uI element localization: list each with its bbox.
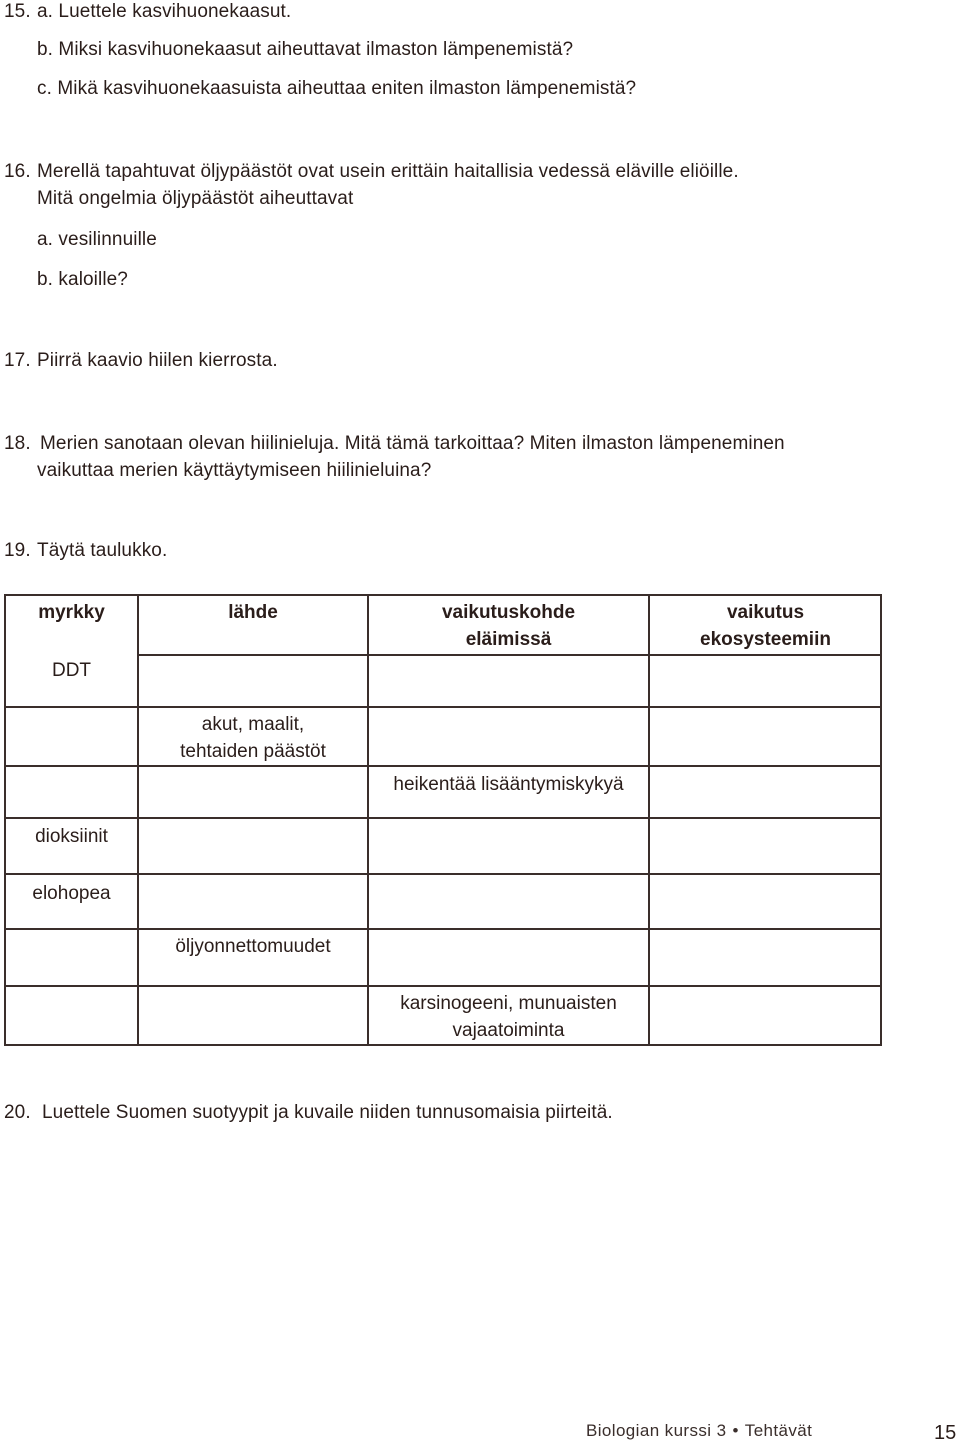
cell-akut-l2: tehtaiden päästöt bbox=[180, 741, 326, 762]
cell-heikentaa: heikentää lisääntymiskykyä bbox=[393, 774, 624, 795]
q17-text: Piirrä kaavio hiilen kierrosta. bbox=[37, 350, 278, 371]
q16-line1: Merellä tapahtuvat öljypäästöt ovat usein erittäin haitallisia vedessä eläville eliöille. bbox=[37, 161, 739, 182]
footer bbox=[586, 1421, 812, 1441]
poison-table bbox=[4, 594, 882, 1046]
q19-number: 19. bbox=[4, 540, 31, 561]
header-myrkky: myrkky bbox=[38, 602, 105, 623]
q16-a: a. vesilinnuille bbox=[37, 229, 157, 250]
cell-dioksiinit: dioksiinit bbox=[35, 826, 108, 847]
q18-line2: vaikuttaa merien käyttäytymiseen hiilinieluina? bbox=[37, 460, 432, 481]
q16-line2: Mitä ongelmia öljypäästöt aiheuttavat bbox=[37, 188, 354, 209]
q18-number: 18. bbox=[4, 433, 31, 454]
header-lahde: lähde bbox=[228, 602, 278, 623]
q15-a: a. Luettele kasvihuonekaasut. bbox=[37, 1, 292, 22]
q16-b: b. kaloille? bbox=[37, 269, 128, 290]
cell-oljyonnettomuudet: öljyonnettomuudet bbox=[175, 936, 331, 957]
q19-text: Täytä taulukko. bbox=[37, 540, 168, 561]
footer-section: Tehtävät bbox=[744, 1421, 813, 1440]
q16-number: 16. bbox=[4, 161, 31, 182]
cell-akut-l1: akut, maalit, bbox=[201, 714, 305, 735]
footer-course: Biologian kurssi 3 bbox=[586, 1421, 727, 1440]
footer-bullet: • bbox=[732, 1421, 739, 1440]
header-vaikutus-l2: ekosysteemiin bbox=[700, 629, 831, 650]
cell-elohopea: elohopea bbox=[32, 883, 111, 904]
q20-number: 20. bbox=[4, 1102, 31, 1123]
header-vaikutuskohde-l2: eläimissä bbox=[465, 629, 552, 650]
q18-line1: Merien sanotaan olevan hiilinieluja. Mitä tämä tarkoittaa? Miten ilmaston lämpeneminen bbox=[40, 433, 785, 454]
cell-ddt: DDT bbox=[51, 660, 92, 681]
q15-number: 15. bbox=[4, 1, 31, 22]
q17-number: 17. bbox=[4, 350, 31, 371]
cell-karsinogeeni-l1: karsinogeeni, munuaisten bbox=[400, 993, 617, 1014]
cell-karsinogeeni-l2: vajaatoiminta bbox=[452, 1020, 565, 1041]
q15-c: c. Mikä kasvihuonekaasuista aiheuttaa eniten ilmaston lämpenemistä? bbox=[37, 78, 637, 99]
q15-b: b. Miksi kasvihuonekaasut aiheuttavat ilmaston lämpenemistä? bbox=[37, 39, 574, 60]
page-number: 15 bbox=[934, 1422, 957, 1444]
header-vaikutuskohde-l1: vaikutuskohde bbox=[441, 602, 576, 623]
header-vaikutus-l1: vaikutus bbox=[726, 602, 805, 623]
q20-text: Luettele Suomen suotyypit ja kuvaile niiden tunnusomaisia piirteitä. bbox=[42, 1102, 613, 1123]
